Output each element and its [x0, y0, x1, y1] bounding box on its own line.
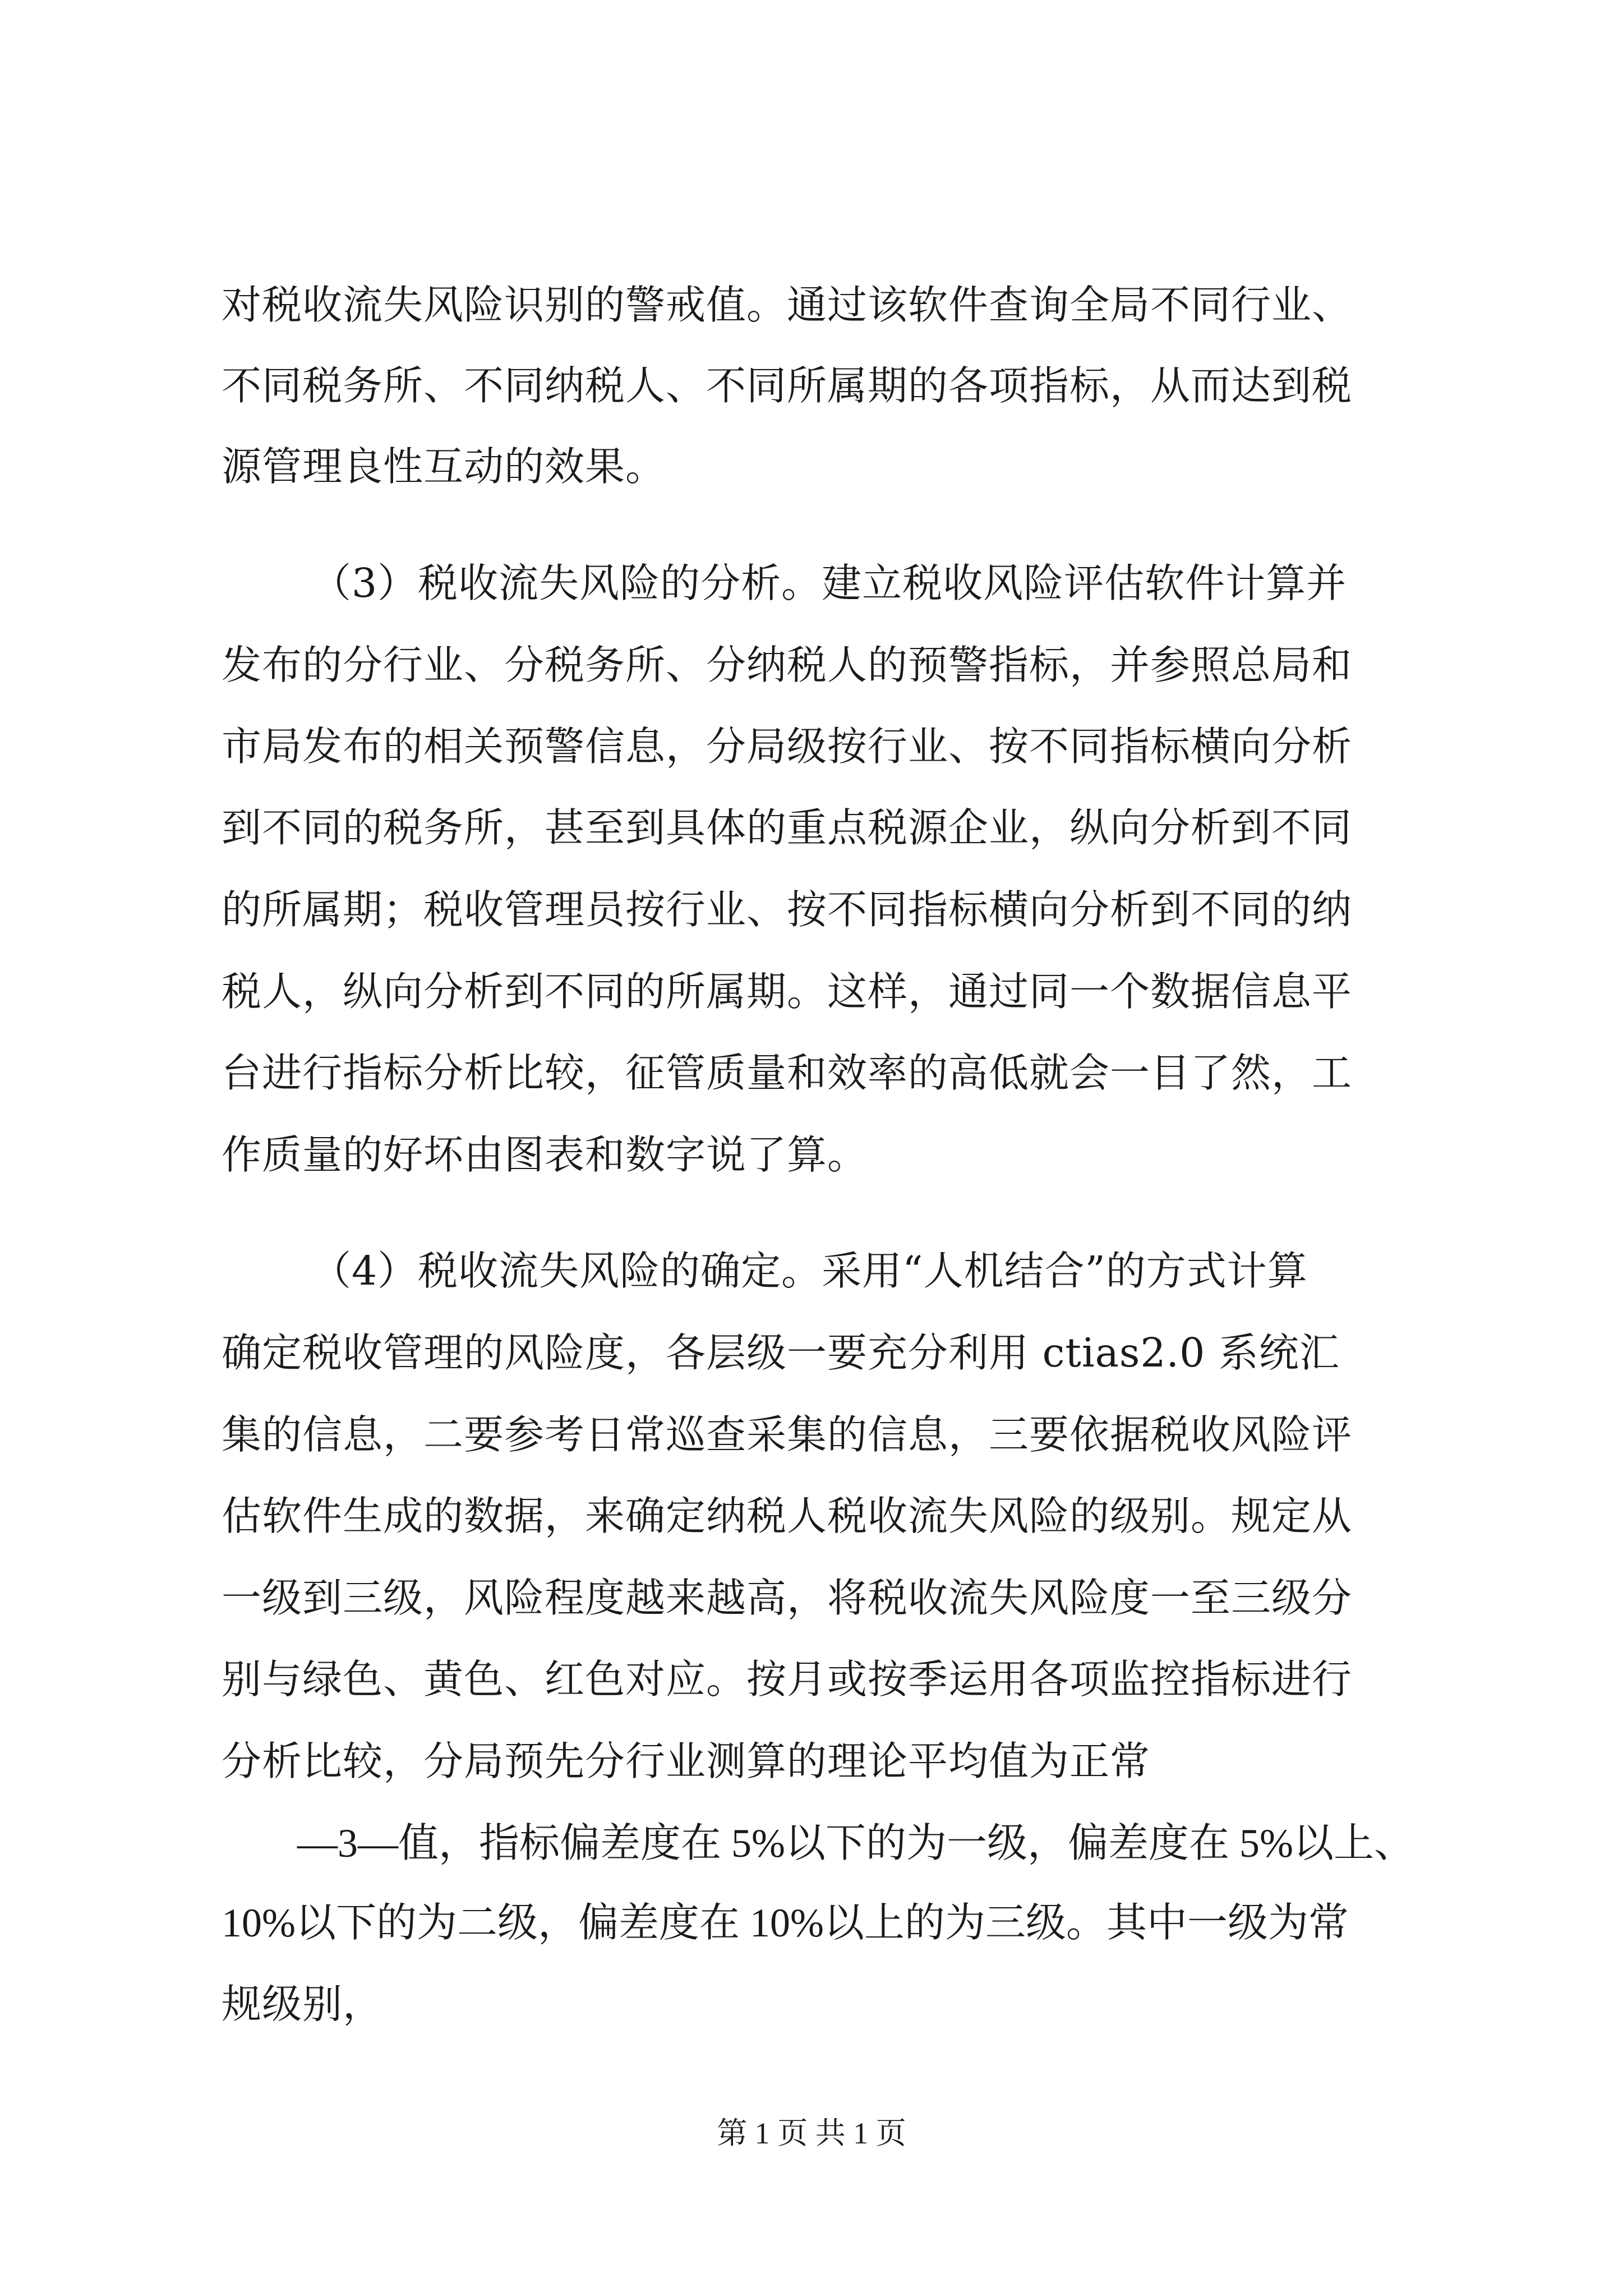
body-line-18: 分析比较，分局预先分行业测算的理论平均值为正常 [222, 1738, 1151, 1784]
body-line-17: 别与绿色、黄色、红色对应。按月或按季运用各项监控指标进行 [222, 1656, 1353, 1703]
body-line-20: 10%以下的为二级，偏差度在 10%以上的为三级。其中一级为常 [222, 1901, 1349, 1945]
body-line-13: 确定税收管理的风险度，各层级一要充分利用 ctias2.0 系统汇 [222, 1329, 1340, 1376]
body-line-16: 一级到三级，风险程度越来越高，将税收流失风险度一至三级分 [222, 1575, 1353, 1621]
body-line-9: 税人，纵向分析到不同的所属期。这样，通过同一个数据信息平 [222, 968, 1353, 1015]
body-line-10: 台进行指标分析比较，征管质量和效率的高低就会一目了然，工 [222, 1050, 1353, 1096]
body-line-21: 规级别， [222, 1981, 384, 2027]
body-line-14: 集的信息，二要参考日常巡查采集的信息，三要依据税收风险评 [222, 1411, 1353, 1458]
body-line-1: 对税收流失风险识别的警戒值。通过该软件查询全局不同行业、 [222, 282, 1353, 328]
page-footer: 第 1 页 共 1 页 [717, 2116, 906, 2150]
body-line-8: 的所属期；税收管理员按行业、按不同指标横向分析到不同的纳 [222, 886, 1353, 933]
body-line-2: 不同税务所、不同纳税人、不同所属期的各项指标，从而达到税 [222, 362, 1353, 409]
body-line-7: 到不同的税务所，甚至到具体的重点税源企业，纵向分析到不同 [222, 804, 1353, 851]
body-line-3: 源管理良性互动的效果。 [222, 443, 666, 490]
body-line-19: —3—值，指标偏差度在 5%以下的为一级，偏差度在 5%以上、 [297, 1821, 1414, 1866]
body-line-5: 发布的分行业、分税务所、分纳税人的预警指标，并参照总局和 [222, 642, 1353, 688]
body-line-15: 估软件生成的数据，来确定纳税人税收流失风险的级别。规定从 [222, 1493, 1353, 1539]
body-line-12: （4）税收流失风险的确定。采用“人机结合”的方式计算 [311, 1248, 1308, 1294]
body-line-11: 作质量的好坏由图表和数字说了算。 [222, 1131, 868, 1178]
body-line-4: （3）税收流失风险的分析。建立税收风险评估软件计算并 [311, 560, 1347, 606]
body-line-6: 市局发布的相关预警信息，分局级按行业、按不同指标横向分析 [222, 723, 1353, 770]
